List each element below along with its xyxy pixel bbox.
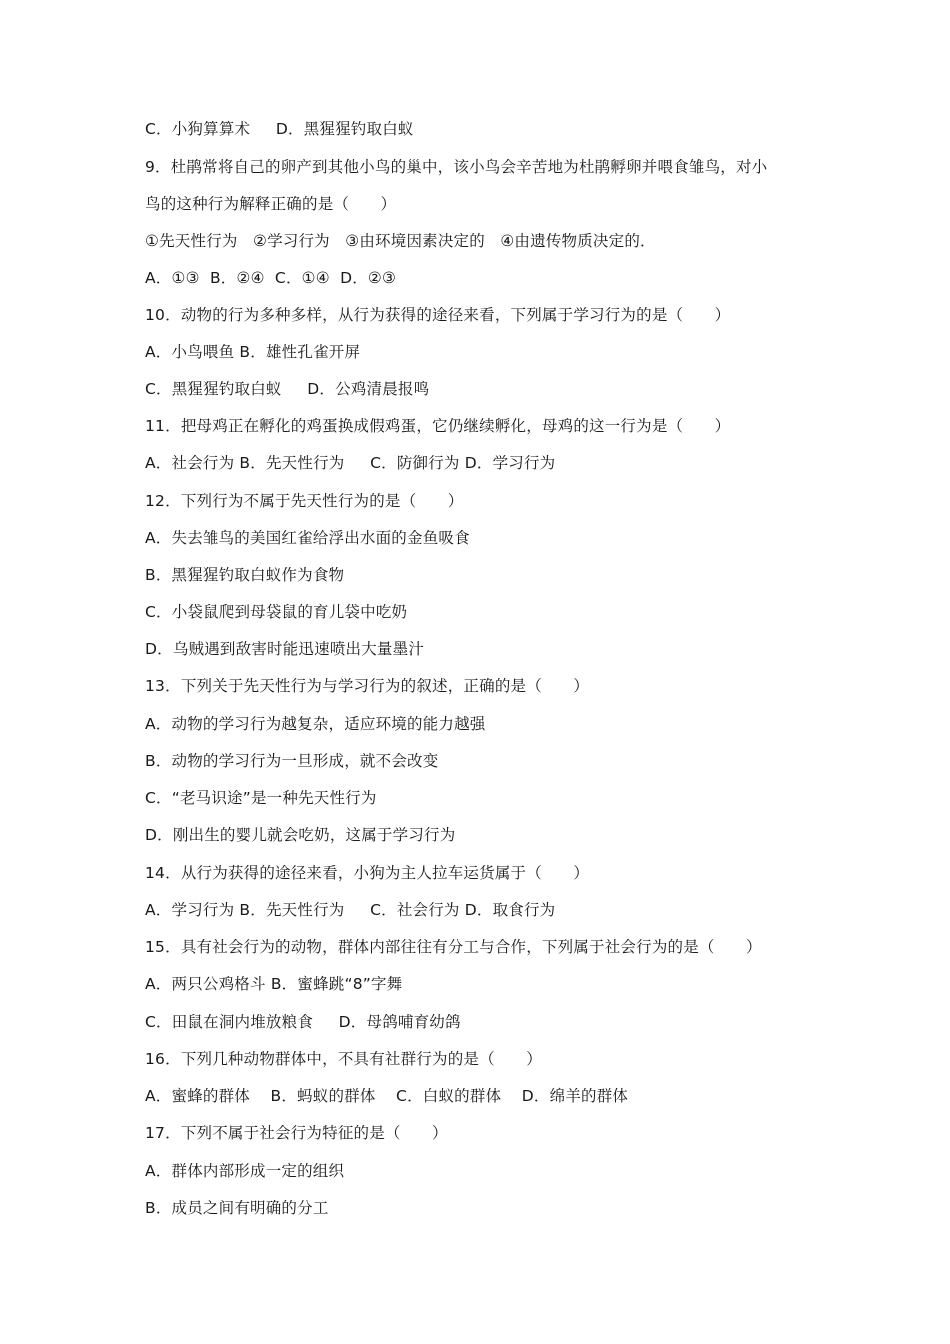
question-14-stem: 14．从行为获得的途径来看，小狗为主人拉车运货属于（ ） [145,864,590,882]
text-line: C．小狗算算术 D．黑猩猩钓取白蚁 [145,120,414,138]
question-9-stem-cont: 鸟的这种行为解释正确的是（ ） [145,195,397,213]
question-13-stem: 13．下列关于先天性行为与学习行为的叙述，正确的是（ ） [145,677,590,695]
question-12-option-b: B．黑猩猩钓取白蚁作为食物 [145,566,345,584]
question-11-stem: 11．把母鸡正在孵化的鸡蛋换成假鸡蛋，它仍继续孵化，母鸡的这一行为是（ ） [145,417,731,435]
question-16-options: A．蜜蜂的群体 B．蚂蚁的群体 C．白蚁的群体 D．绵羊的群体 [145,1087,629,1105]
question-17-stem: 17．下列不属于社会行为特征的是（ ） [145,1124,448,1142]
question-13-option-b: B．动物的学习行为一旦形成，就不会改变 [145,752,439,770]
question-9-stem: 9．杜鹃常将自己的卵产到其他小鸟的巢中，该小鸟会辛苦地为杜鹃孵卵并喂食雏鸟，对小 [145,158,768,176]
question-15-options-ab: A．两只公鸡格斗 B．蜜蜂跳“8”字舞 [145,975,403,993]
question-10-options-ab: A．小鸟喂鱼 B．雄性孔雀开屏 [145,343,361,361]
question-15-stem: 15．具有社会行为的动物，群体内部往往有分工与合作，下列属于社会行为的是（ ） [145,938,762,956]
question-11-options: A．社会行为 B．先天性行为 C．防御行为 D．学习行为 [145,454,556,472]
question-10-stem: 10．动物的行为多种多样，从行为获得的途径来看，下列属于学习行为的是（ ） [145,306,731,324]
question-10-options-cd: C．黑猩猩钓取白蚁 D．公鸡清晨报鸣 [145,380,430,398]
question-12-option-a: A．失去雏鸟的美国红雀给浮出水面的金鱼吸食 [145,529,470,547]
question-17-option-a: A．群体内部形成一定的组织 [145,1162,345,1180]
question-12-stem: 12．下列行为不属于先天性行为的是（ ） [145,492,464,510]
question-13-option-a: A．动物的学习行为越复杂，适应环境的能力越强 [145,715,486,733]
question-13-option-c: C．“老马识途”是一种先天性行为 [145,789,377,807]
question-14-options: A．学习行为 B．先天性行为 C．社会行为 D．取食行为 [145,901,556,919]
question-12-option-c: C．小袋鼠爬到母袋鼠的育儿袋中吃奶 [145,603,408,621]
question-9-statements: ①先天性行为 ②学习行为 ③由环境因素决定的 ④由遗传物质决定的． [145,232,656,250]
question-13-option-d: D．刚出生的婴儿就会吃奶，这属于学习行为 [145,826,456,844]
question-12-option-d: D．乌贼遇到敌害时能迅速喷出大量墨汁 [145,640,425,658]
question-9-options: A．①③ B．②④ C．①④ D．②③ [145,269,397,287]
question-17-option-b: B．成员之间有明确的分工 [145,1199,329,1217]
question-15-options-cd: C．田鼠在洞内堆放粮食 D．母鸽哺育幼鸽 [145,1013,461,1031]
question-16-stem: 16．下列几种动物群体中，不具有社群行为的是（ ） [145,1050,542,1068]
